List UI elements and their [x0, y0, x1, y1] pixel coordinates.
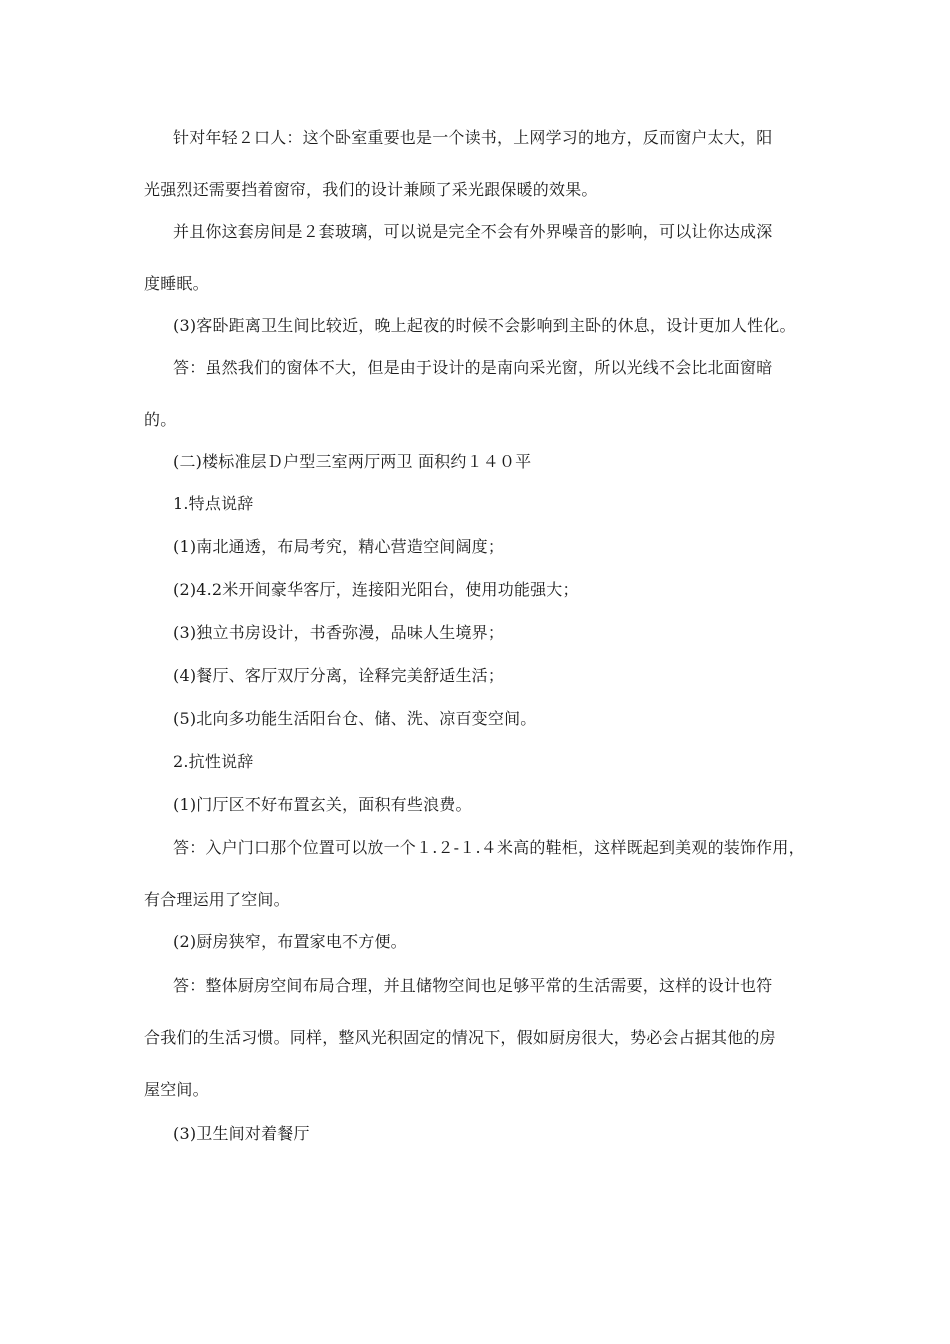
paragraph-line: (3)客卧距离卫生间比较近，晚上起夜的时候不会影响到主卧的休息，设计更加人性化。 — [173, 316, 796, 335]
subsection-heading: 1.特点说辞 — [173, 494, 254, 513]
paragraph-line: 答：整体厨房空间布局合理，并且储物空间也足够平常的生活需要，这样的设计也符 — [173, 976, 773, 995]
section-heading: (二)楼标准层Ｄ户型三室两厅两卫 面积约１４０平 — [173, 452, 532, 471]
list-item: (3)卫生间对着餐厅 — [173, 1124, 310, 1143]
paragraph-line: 的。 — [144, 410, 177, 429]
list-item: (1)门厅区不好布置玄关，面积有些浪费。 — [173, 795, 472, 814]
list-item: (3)独立书房设计，书香弥漫，品味人生境界； — [173, 623, 505, 642]
list-item: (2)4.2米开间豪华客厅，连接阳光阳台，使用功能强大； — [173, 580, 579, 599]
list-item: (2)厨房狭窄，布置家电不方便。 — [173, 932, 407, 951]
paragraph-line: 答：入户门口那个位置可以放一个１.２-１.４米高的鞋柜，这样既起到美观的装饰作用， — [173, 838, 805, 857]
paragraph-line: 屋空间。 — [144, 1080, 209, 1099]
paragraph-line: 有合理运用了空间。 — [144, 890, 290, 909]
paragraph-line: 光强烈还需要挡着窗帘，我们的设计兼顾了采光跟保暖的效果。 — [144, 180, 598, 199]
list-item: (4)餐厅、客厅双厅分离，诠释完美舒适生活； — [173, 666, 505, 685]
paragraph-line: 度睡眠。 — [144, 274, 209, 293]
paragraph-line: 针对年轻２口人：这个卧室重要也是一个读书，上网学习的地方，反而窗户太大，阳 — [173, 128, 773, 147]
paragraph-line: 并且你这套房间是２套玻璃，可以说是完全不会有外界噪音的影响，可以让你达成深 — [173, 222, 773, 241]
list-item: (1)南北通透，布局考究，精心营造空间阔度； — [173, 537, 505, 556]
subsection-heading: 2.抗性说辞 — [173, 752, 254, 771]
list-item: (5)北向多功能生活阳台仓、储、洗、凉百变空间。 — [173, 709, 537, 728]
paragraph-line: 答：虽然我们的窗体不大，但是由于设计的是南向采光窗，所以光线不会比北面窗暗 — [173, 358, 773, 377]
paragraph-line: 合我们的生活习惯。同样，整风光积固定的情况下，假如厨房很大，势必会占据其他的房 — [144, 1028, 776, 1047]
